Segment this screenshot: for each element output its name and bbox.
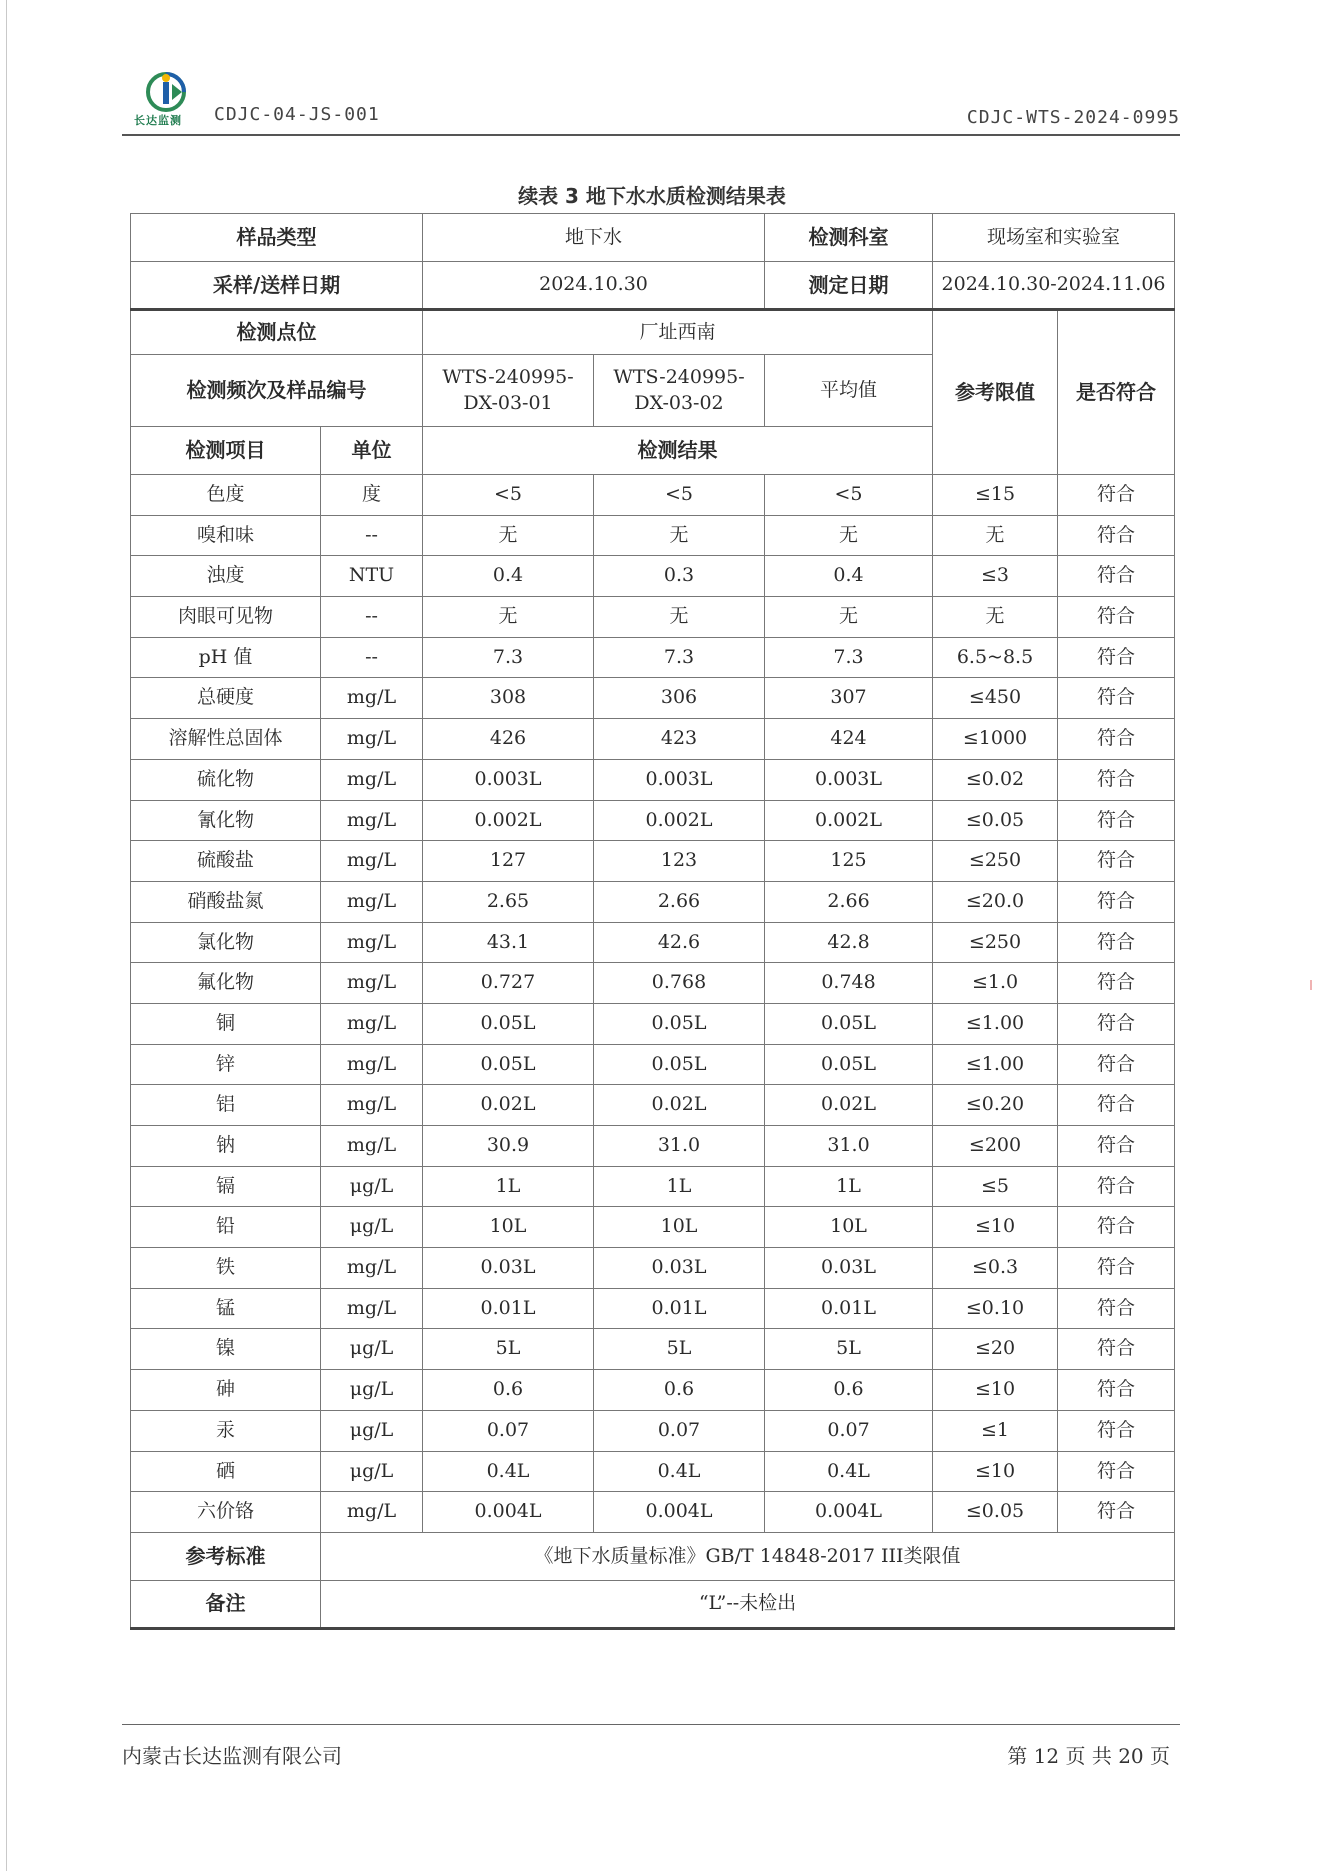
sample-2-value: 31.0 <box>594 1126 765 1167</box>
sample-no-label: 检测频次及样品编号 <box>131 355 423 427</box>
conformity-value: 符合 <box>1058 963 1175 1004</box>
limit-value: ≤0.20 <box>933 1085 1058 1126</box>
limit-value: ≤10 <box>933 1207 1058 1248</box>
unit-cell: mg/L <box>321 881 423 922</box>
average-value: 307 <box>765 678 933 719</box>
limit-header: 参考限值 <box>933 310 1058 475</box>
sample-1-value: 2.65 <box>423 881 594 922</box>
sample-1-value: 无 <box>423 597 594 638</box>
unit-cell: mg/L <box>321 759 423 800</box>
conformity-value: 符合 <box>1058 800 1175 841</box>
conformity-value: 符合 <box>1058 1451 1175 1492</box>
item-name: 浊度 <box>131 556 321 597</box>
average-value: 无 <box>765 597 933 638</box>
item-name: 镍 <box>131 1329 321 1370</box>
item-name: 硝酸盐氮 <box>131 881 321 922</box>
sample-2-value: 无 <box>594 515 765 556</box>
header-section <box>131 310 1175 475</box>
sample-1-value: 0.4 <box>423 556 594 597</box>
limit-value: ≤450 <box>933 678 1058 719</box>
conformity-value: 符合 <box>1058 1329 1175 1370</box>
sampling-date-label: 采样/送样日期 <box>131 262 423 310</box>
table-row <box>131 637 1175 678</box>
point-value: 厂址西南 <box>423 310 933 355</box>
average-value: 0.02L <box>765 1085 933 1126</box>
item-name: 硫酸盐 <box>131 841 321 882</box>
average-header: 平均值 <box>765 355 933 427</box>
sample-1-value: 0.4L <box>423 1451 594 1492</box>
limit-value: 无 <box>933 597 1058 638</box>
sample-2-value: 2.66 <box>594 881 765 922</box>
lab-value: 现场室和实验室 <box>933 214 1175 262</box>
unit-cell: -- <box>321 515 423 556</box>
limit-value: ≤15 <box>933 475 1058 516</box>
unit-header: 单位 <box>321 427 423 475</box>
limit-value: ≤5 <box>933 1166 1058 1207</box>
table-row <box>131 475 1175 516</box>
sample-1-value: 0.05L <box>423 1044 594 1085</box>
sample-1-value: 0.01L <box>423 1288 594 1329</box>
unit-cell: -- <box>321 637 423 678</box>
limit-value: ≤0.10 <box>933 1288 1058 1329</box>
conformity-value: 符合 <box>1058 475 1175 516</box>
conformity-value: 符合 <box>1058 1492 1175 1533</box>
sample-1-value: 无 <box>423 515 594 556</box>
table-row <box>131 1451 1175 1492</box>
item-name: 氰化物 <box>131 800 321 841</box>
limit-value: ≤1 <box>933 1410 1058 1451</box>
average-value: 125 <box>765 841 933 882</box>
result-header: 检测结果 <box>423 427 933 475</box>
footer-section <box>131 1532 1175 1628</box>
conformity-value: 符合 <box>1058 1207 1175 1248</box>
info-section <box>131 214 1175 310</box>
sample-2-value: <5 <box>594 475 765 516</box>
item-name: 肉眼可见物 <box>131 597 321 638</box>
table-row <box>131 1166 1175 1207</box>
table-row <box>131 556 1175 597</box>
average-value: 42.8 <box>765 922 933 963</box>
average-value: 31.0 <box>765 1126 933 1167</box>
standard-row <box>131 1532 1175 1580</box>
table-row <box>131 515 1175 556</box>
sample-2-value: 306 <box>594 678 765 719</box>
limit-value: ≤1.0 <box>933 963 1058 1004</box>
item-name: 硫化物 <box>131 759 321 800</box>
table-row <box>131 881 1175 922</box>
unit-cell: mg/L <box>321 1248 423 1289</box>
sample-2-value: 0.768 <box>594 963 765 1004</box>
average-value: 2.66 <box>765 881 933 922</box>
header-divider <box>122 134 1180 136</box>
item-name: 氯化物 <box>131 922 321 963</box>
limit-value: ≤0.05 <box>933 1492 1058 1533</box>
sampling-date-value: 2024.10.30 <box>423 262 765 310</box>
page-number: 第 12 页 共 20 页 <box>1007 1744 1170 1768</box>
sample-2-value: 42.6 <box>594 922 765 963</box>
sample-2-value: 0.4L <box>594 1451 765 1492</box>
sample-2-value: 0.002L <box>594 800 765 841</box>
table-row <box>131 1370 1175 1411</box>
sample-2-value: 1L <box>594 1166 765 1207</box>
average-value: 0.07 <box>765 1410 933 1451</box>
conformity-value: 符合 <box>1058 556 1175 597</box>
table-row <box>131 597 1175 638</box>
unit-cell: mg/L <box>321 1288 423 1329</box>
sample-1-value: 0.004L <box>423 1492 594 1533</box>
item-name: 铅 <box>131 1207 321 1248</box>
average-value: 0.002L <box>765 800 933 841</box>
lab-label: 检测科室 <box>765 214 933 262</box>
sample-1-id: WTS-240995-DX-03-01 <box>423 355 594 427</box>
sample-1-value: 127 <box>423 841 594 882</box>
unit-cell: mg/L <box>321 1085 423 1126</box>
unit-cell: μg/L <box>321 1207 423 1248</box>
item-name: 溶解性总固体 <box>131 719 321 760</box>
unit-cell: mg/L <box>321 1044 423 1085</box>
sample-1-value: 10L <box>423 1207 594 1248</box>
item-name: 锌 <box>131 1044 321 1085</box>
item-name: 硒 <box>131 1451 321 1492</box>
report-number: CDJC-WTS-2024-0995 <box>966 107 1180 128</box>
conformity-value: 符合 <box>1058 1288 1175 1329</box>
conformity-value: 符合 <box>1058 1126 1175 1167</box>
table-row <box>131 963 1175 1004</box>
sample-1-value: 1L <box>423 1166 594 1207</box>
sample-1-value: 43.1 <box>423 922 594 963</box>
average-value: 0.05L <box>765 1044 933 1085</box>
conformity-value: 符合 <box>1058 1370 1175 1411</box>
average-value: 无 <box>765 515 933 556</box>
average-value: 0.03L <box>765 1248 933 1289</box>
unit-cell: NTU <box>321 556 423 597</box>
average-value: 0.6 <box>765 1370 933 1411</box>
remark-label: 备注 <box>131 1580 321 1628</box>
item-header: 检测项目 <box>131 427 321 475</box>
sample-type-label: 样品类型 <box>131 214 423 262</box>
average-value: 0.003L <box>765 759 933 800</box>
header-row-point <box>131 310 1175 355</box>
limit-value: ≤200 <box>933 1126 1058 1167</box>
sample-1-value: 0.03L <box>423 1248 594 1289</box>
conformity-value: 符合 <box>1058 719 1175 760</box>
standard-value: 《地下水质量标准》GB/T 14848-2017 III类限值 <box>321 1532 1175 1580</box>
sample-2-value: 0.05L <box>594 1044 765 1085</box>
average-value: <5 <box>765 475 933 516</box>
table-row <box>131 1003 1175 1044</box>
average-value: 7.3 <box>765 637 933 678</box>
table-row <box>131 1044 1175 1085</box>
table-row <box>131 1329 1175 1370</box>
item-name: 铁 <box>131 1248 321 1289</box>
limit-value: ≤10 <box>933 1370 1058 1411</box>
limit-value: ≤1.00 <box>933 1003 1058 1044</box>
limit-value: ≤0.02 <box>933 759 1058 800</box>
limit-value: ≤1000 <box>933 719 1058 760</box>
sample-2-value: 423 <box>594 719 765 760</box>
item-name: pH 值 <box>131 637 321 678</box>
sample-1-value: 0.02L <box>423 1085 594 1126</box>
unit-cell: mg/L <box>321 963 423 1004</box>
data-rows <box>131 475 1175 1533</box>
conformity-value: 符合 <box>1058 881 1175 922</box>
limit-value: ≤3 <box>933 556 1058 597</box>
unit-cell: mg/L <box>321 1492 423 1533</box>
item-name: 汞 <box>131 1410 321 1451</box>
average-value: 0.05L <box>765 1003 933 1044</box>
test-date-value: 2024.10.30-2024.11.06 <box>933 262 1175 310</box>
sample-2-value: 7.3 <box>594 637 765 678</box>
item-name: 砷 <box>131 1370 321 1411</box>
average-value: 10L <box>765 1207 933 1248</box>
results-table <box>130 213 1175 1630</box>
unit-cell: μg/L <box>321 1370 423 1411</box>
test-date-label: 测定日期 <box>765 262 933 310</box>
unit-cell: μg/L <box>321 1410 423 1451</box>
limit-value: 无 <box>933 515 1058 556</box>
scan-edge-line <box>6 0 7 1871</box>
sample-2-id: WTS-240995-DX-03-02 <box>594 355 765 427</box>
conformity-value: 符合 <box>1058 678 1175 719</box>
table-row <box>131 841 1175 882</box>
footer-divider <box>122 1724 1180 1725</box>
table-row <box>131 1410 1175 1451</box>
sample-1-value: 0.6 <box>423 1370 594 1411</box>
sample-2-value: 无 <box>594 597 765 638</box>
item-name: 铝 <box>131 1085 321 1126</box>
limit-value: ≤250 <box>933 922 1058 963</box>
conformity-value: 符合 <box>1058 922 1175 963</box>
sample-2-value: 0.003L <box>594 759 765 800</box>
conformity-value: 符合 <box>1058 759 1175 800</box>
unit-cell: mg/L <box>321 678 423 719</box>
unit-cell: mg/L <box>321 1126 423 1167</box>
limit-value: ≤250 <box>933 841 1058 882</box>
standard-label: 参考标准 <box>131 1532 321 1580</box>
sample-1-value: <5 <box>423 475 594 516</box>
unit-cell: mg/L <box>321 719 423 760</box>
sample-2-value: 0.07 <box>594 1410 765 1451</box>
table-row <box>131 800 1175 841</box>
item-name: 嗅和味 <box>131 515 321 556</box>
item-name: 钠 <box>131 1126 321 1167</box>
sample-2-value: 0.03L <box>594 1248 765 1289</box>
limit-value: ≤10 <box>933 1451 1058 1492</box>
sample-2-value: 0.05L <box>594 1003 765 1044</box>
table-row <box>131 678 1175 719</box>
info-row-dates <box>131 262 1175 310</box>
average-value: 1L <box>765 1166 933 1207</box>
sample-1-value: 5L <box>423 1329 594 1370</box>
item-name: 总硬度 <box>131 678 321 719</box>
table-row <box>131 1085 1175 1126</box>
sample-2-value: 0.01L <box>594 1288 765 1329</box>
unit-cell: mg/L <box>321 841 423 882</box>
table-row <box>131 1248 1175 1289</box>
page-header <box>122 62 1180 136</box>
sample-1-value: 0.05L <box>423 1003 594 1044</box>
sample-2-value: 123 <box>594 841 765 882</box>
limit-value: ≤0.3 <box>933 1248 1058 1289</box>
table-row <box>131 1207 1175 1248</box>
conformity-value: 符合 <box>1058 1410 1175 1451</box>
average-value: 0.748 <box>765 963 933 1004</box>
conformity-value: 符合 <box>1058 1166 1175 1207</box>
unit-cell: μg/L <box>321 1329 423 1370</box>
average-value: 0.4L <box>765 1451 933 1492</box>
scan-mark <box>1310 980 1312 990</box>
sample-1-value: 7.3 <box>423 637 594 678</box>
sample-1-value: 0.003L <box>423 759 594 800</box>
table-row <box>131 1492 1175 1533</box>
sample-2-value: 5L <box>594 1329 765 1370</box>
item-name: 六价铬 <box>131 1492 321 1533</box>
sample-1-value: 308 <box>423 678 594 719</box>
limit-value: ≤1.00 <box>933 1044 1058 1085</box>
sample-1-value: 0.07 <box>423 1410 594 1451</box>
sample-2-value: 10L <box>594 1207 765 1248</box>
conformity-value: 符合 <box>1058 1085 1175 1126</box>
average-value: 5L <box>765 1329 933 1370</box>
item-name: 铜 <box>131 1003 321 1044</box>
unit-cell: μg/L <box>321 1166 423 1207</box>
form-code: CDJC-04-JS-001 <box>214 104 380 125</box>
sample-type-value: 地下水 <box>423 214 765 262</box>
remark-value: “L”--未检出 <box>321 1580 1175 1628</box>
unit-cell: μg/L <box>321 1451 423 1492</box>
table-row <box>131 759 1175 800</box>
company-name: 内蒙古长达监测有限公司 <box>122 1744 342 1768</box>
sample-2-value: 0.6 <box>594 1370 765 1411</box>
point-label: 检测点位 <box>131 310 423 355</box>
conformity-value: 符合 <box>1058 1044 1175 1085</box>
sample-1-value: 426 <box>423 719 594 760</box>
item-name: 氟化物 <box>131 963 321 1004</box>
average-value: 424 <box>765 719 933 760</box>
conformity-value: 符合 <box>1058 841 1175 882</box>
logo-text: 长达监测 <box>134 114 182 127</box>
average-value: 0.004L <box>765 1492 933 1533</box>
limit-value: ≤20 <box>933 1329 1058 1370</box>
table-row <box>131 922 1175 963</box>
table-title: 续表 3 地下水水质检测结果表 <box>518 184 786 208</box>
conform-header: 是否符合 <box>1058 310 1175 475</box>
conformity-value: 符合 <box>1058 1248 1175 1289</box>
item-name: 锰 <box>131 1288 321 1329</box>
conformity-value: 符合 <box>1058 597 1175 638</box>
conformity-value: 符合 <box>1058 515 1175 556</box>
limit-value: ≤0.05 <box>933 800 1058 841</box>
table-row <box>131 1126 1175 1167</box>
table-row <box>131 719 1175 760</box>
limit-value: 6.5~8.5 <box>933 637 1058 678</box>
unit-cell: mg/L <box>321 1003 423 1044</box>
sample-1-value: 0.002L <box>423 800 594 841</box>
sample-2-value: 0.3 <box>594 556 765 597</box>
unit-cell: mg/L <box>321 922 423 963</box>
info-row-sample <box>131 214 1175 262</box>
unit-cell: 度 <box>321 475 423 516</box>
conformity-value: 符合 <box>1058 1003 1175 1044</box>
remark-row <box>131 1580 1175 1628</box>
sample-2-value: 0.004L <box>594 1492 765 1533</box>
average-value: 0.4 <box>765 556 933 597</box>
unit-cell: mg/L <box>321 800 423 841</box>
limit-value: ≤20.0 <box>933 881 1058 922</box>
conformity-value: 符合 <box>1058 637 1175 678</box>
sample-1-value: 0.727 <box>423 963 594 1004</box>
table-row <box>131 1288 1175 1329</box>
sample-1-value: 30.9 <box>423 1126 594 1167</box>
item-name: 镉 <box>131 1166 321 1207</box>
item-name: 色度 <box>131 475 321 516</box>
sample-2-value: 0.02L <box>594 1085 765 1126</box>
unit-cell: -- <box>321 597 423 638</box>
average-value: 0.01L <box>765 1288 933 1329</box>
